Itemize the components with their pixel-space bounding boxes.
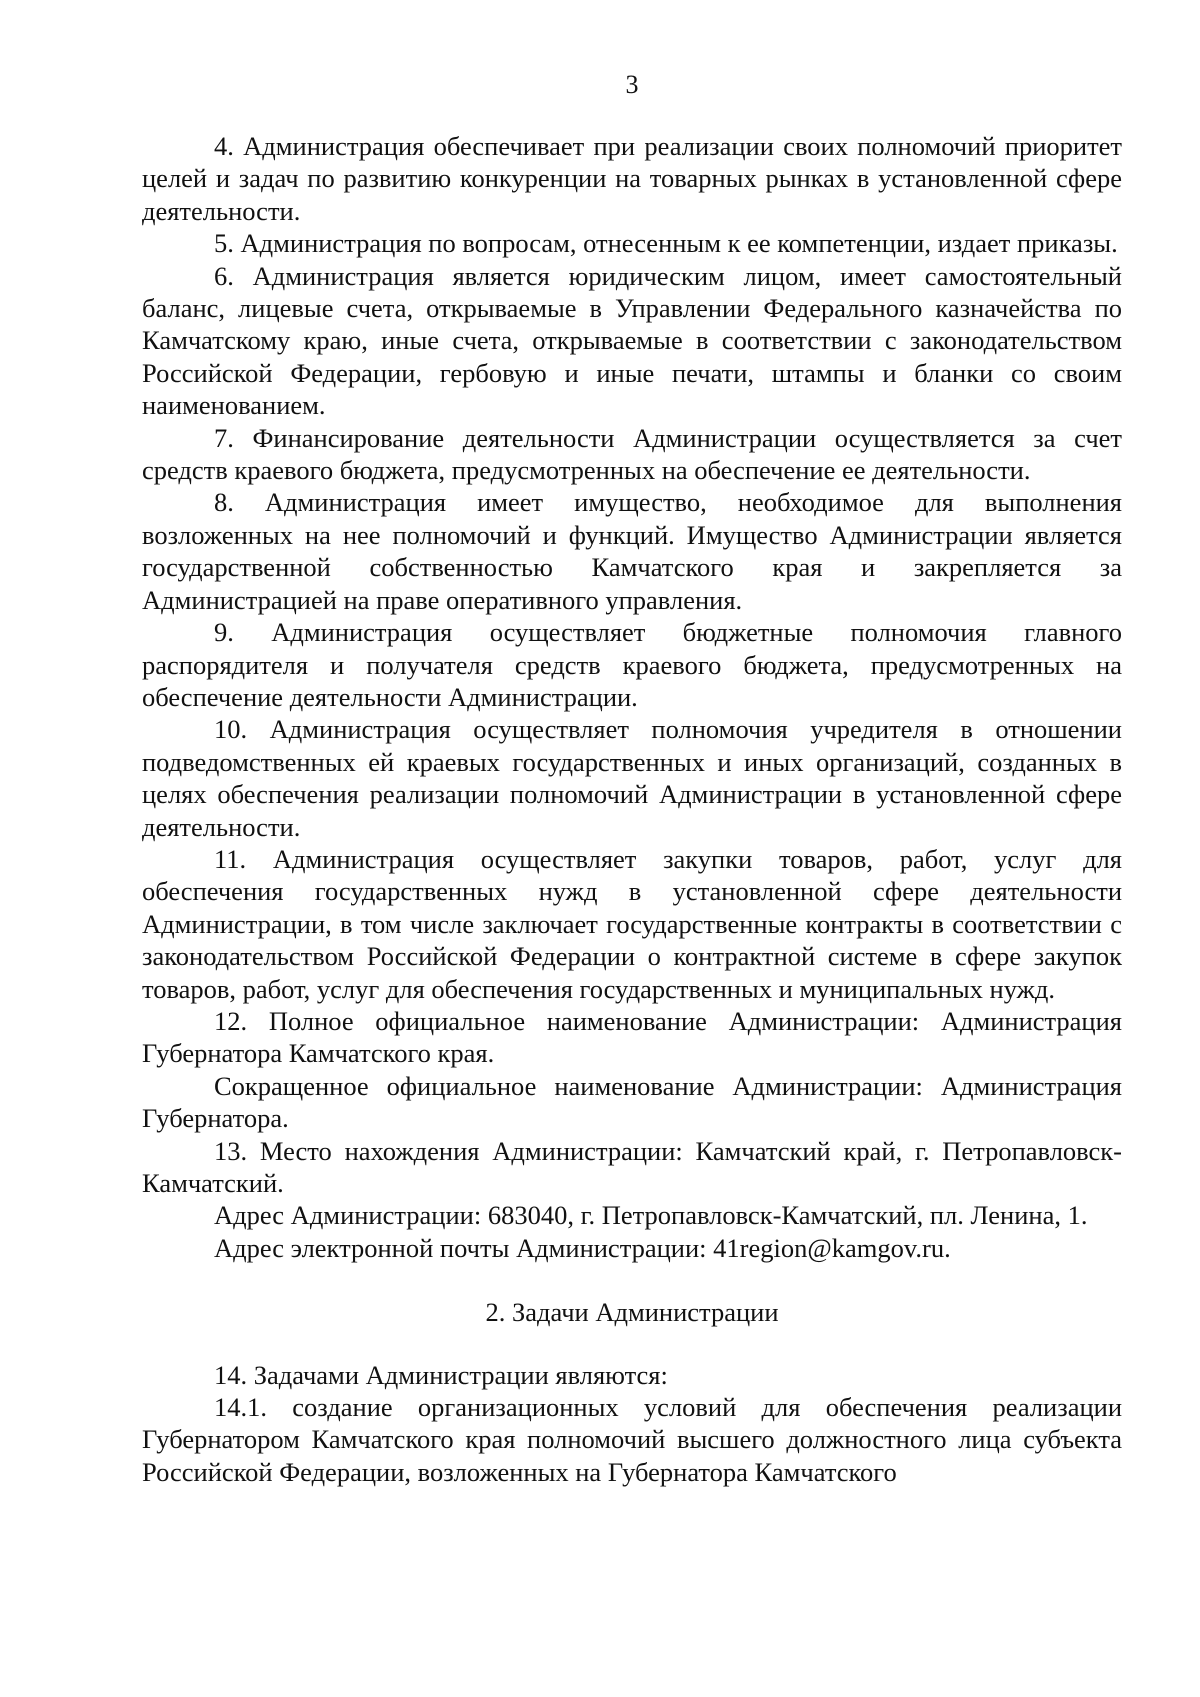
section-heading: 2. Задачи Администрации <box>485 1297 779 1328</box>
paragraph-item-10: 10. Администрация осуществляет полномочия учредителя в отношении подведомственных ей краевых государственных и иных организаций, созданных в целях обеспечения реализации полномочий Администрации в установленной сфере деятельности. <box>142 714 1122 842</box>
paragraph-item-12: 12. Полное официальное наименование Администрации: Администрация Губернатора Камчатского края. <box>142 1005 1122 1069</box>
paragraph-item-9: 9. Администрация осуществляет бюджетные полномочия главного распорядителя и получателя средств краевого бюджета, предусмотренных на обеспечение деятельности Администрации. <box>142 617 1122 712</box>
paragraph-item-8: 8. Администрация имеет имущество, необходимое для выполнения возложенных на нее полномочий и функций. Имущество Администрации является государственной собственностью Камчатского края и закрепляется за Администрацией на праве оперативного управления. <box>142 487 1122 615</box>
paragraph-item-14-1: 14.1. создание организационных условий для обеспечения реализации Губернатором Камчатского края полномочий высшего должностного лица субъекта Российской Федерации, возложенных на Губернатора Камчатского <box>142 1392 1122 1487</box>
paragraph-item-5: 5. Администрация по вопросам, отнесенным к ее компетенции, издает приказы. <box>214 228 1118 259</box>
paragraph-item-4: 4. Администрация обеспечивает при реализации своих полномочий приоритет целей и задач по развитию конкуренции на товарных рынках в установленной сфере деятельности. <box>142 131 1122 226</box>
paragraph-short-name: Сокращенное официальное наименование Администрации: Администрация Губернатора. <box>142 1070 1122 1134</box>
paragraph-item-11: 11. Администрация осуществляет закупки товаров, работ, услуг для обеспечения государственных нужд в установленной сфере деятельности Администрации, в том числе заключает государственные контракты в соответствии с законодательством Российской Федерации о контрактной системе в сфере закупок товаров, работ, услуг для обеспечения государственных и муниципальных нужд. <box>142 843 1122 1004</box>
paragraph-address: Адрес Администрации: 683040, г. Петропавловск-Камчатский, пл. Ленина, 1. <box>214 1200 1088 1231</box>
paragraphs-before <box>142 130 1122 1264</box>
paragraph-item-6: 6. Администрация является юридическим лицом, имеет самостоятельный баланс, лицевые счета, открываемые в Управлении Федерального казначейства по Камчатскому краю, иные счета, открываемые в соответствии с законодательством Российской Федерации, гербовую и иные печати, штампы и бланки со своим наименованием. <box>142 260 1122 421</box>
paragraph-item-7: 7. Финансирование деятельности Администрации осуществляется за счет средств краевого бюджета, предусмотренных на обеспечение ее деятельности. <box>142 422 1122 486</box>
paragraph-item-14: 14. Задачами Администрации являются: <box>214 1359 668 1390</box>
paragraph-item-13: 13. Место нахождения Администрации: Камчатский край, г. Петропавловск-Камчатский. <box>142 1135 1122 1198</box>
page-number: 3 <box>625 70 639 99</box>
paragraphs-after <box>142 1359 1122 1489</box>
paragraph-email: Адрес электронной почты Администрации: 41region@kamgov.ru. <box>214 1232 951 1263</box>
